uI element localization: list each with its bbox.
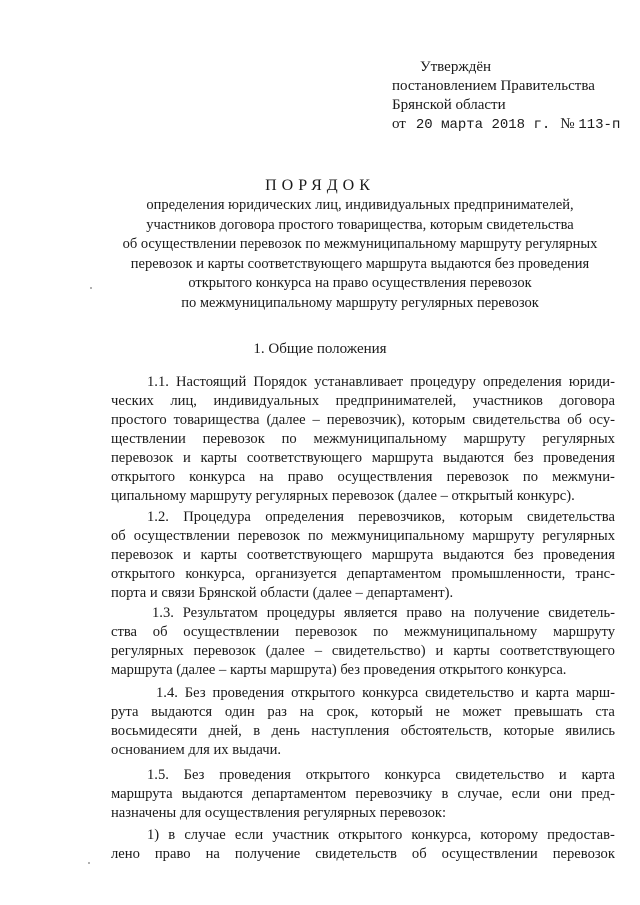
body-line: 1.1. Настоящий Порядок устанавливает процедуру определения юриди-	[147, 374, 615, 390]
body-line: открытого конкурса, организуется департаментом промышленности, транс-	[111, 566, 615, 582]
approval-line-resolution: постановлением Правительства	[392, 78, 595, 94]
scan-speck	[90, 287, 92, 289]
subtitle-line: об осуществлении перевозок по межмуниципальному маршруту регулярных	[122, 236, 598, 253]
body-line: рута выдаются один раз на срок, который не может превышать ста	[111, 704, 615, 720]
approval-stamp	[392, 58, 620, 135]
approval-date-prefix: от	[392, 116, 406, 132]
document-subtitle	[100, 196, 620, 314]
body-line: 1) в случае если участник открытого конкурса, которому предостав-	[147, 827, 615, 843]
subtitle-line: перевозок и карты соответствующего маршрута выдаются без проведения	[130, 255, 590, 272]
approval-line-region: Брянской области	[392, 97, 506, 113]
subtitle-line: по межмуниципальному маршруту регулярных перевозок	[181, 294, 539, 311]
body-line: ства об осуществлении перевозок по межмуниципальному маршруту	[111, 624, 615, 640]
body-line: перевозок и карты соответствующего маршрута выдаются без проведения	[111, 547, 615, 563]
body-line: ципальному маршруту регулярных перевозок (далее – открытый конкурс).	[111, 488, 575, 504]
body-line: назначены для осуществления регулярных перевозок:	[111, 805, 447, 821]
approval-date: 20 марта 2018 г.	[415, 117, 551, 133]
body-line: 1.3. Результатом процедуры является право на получение свидетель-	[152, 605, 615, 621]
body-line: порта и связи Брянской области (далее – департамент).	[111, 585, 454, 601]
body-line: лено право на получение свидетельств об осуществлении перевозок	[111, 846, 615, 862]
approval-line-approved: Утверждён	[420, 59, 492, 75]
subtitle-line: определения юридических лиц, индивидуальных предпринимателей,	[146, 197, 574, 213]
body-line: основанием для их выдачи.	[111, 742, 282, 758]
body-line: перевозок и карты соответствующего маршрута выдаются без проведения	[111, 450, 615, 466]
body-line: восьмидесяти дней, в день наступления обстоятельств, которые явились	[111, 723, 615, 739]
body-line: об осуществлении перевозок по межмуниципальному маршруту регулярных	[111, 528, 615, 544]
body-line: маршрута выдаются департаментом перевозчику в случае, если они пред-	[111, 786, 615, 802]
approval-number-prefix: №	[560, 116, 575, 132]
section-heading: 1. Общие положения	[253, 341, 387, 357]
document-title: ПОРЯДОК	[265, 177, 375, 194]
body-line: ществлении перевозок по межмуниципальному маршруту регулярных	[111, 431, 615, 447]
body-line: 1.4. Без проведения открытого конкурса свидетельство и карта марш-	[156, 685, 615, 701]
scan-speck	[88, 862, 90, 864]
subtitle-line: открытого конкурса на право осуществления перевозок	[188, 275, 532, 292]
body-line: регулярных перевозок (далее – свидетельство) и карты соответствующего	[111, 643, 615, 659]
subtitle-line: участников договора простого товарищества, которым свидетельства	[146, 216, 574, 233]
body-line: 1.5. Без проведения открытого конкурса свидетельство и карта	[147, 767, 615, 783]
approval-line-date-number	[392, 115, 620, 135]
approval-number: 113-п	[578, 117, 621, 133]
body-line: маршрута (далее – карты маршрута) без проведения открытого конкурса.	[111, 662, 567, 678]
body-line: открытого конкурса на право осуществления перевозок по межмуни-	[111, 469, 615, 485]
body-line: простого товарищества (далее – перевозчик), которым свидетельства об осу-	[111, 412, 615, 428]
body-line: 1.2. Процедура определения перевозчиков, которым свидетельства	[147, 509, 615, 525]
body-line: ческих лиц, индивидуальных предпринимателей, участников договора	[111, 393, 615, 409]
